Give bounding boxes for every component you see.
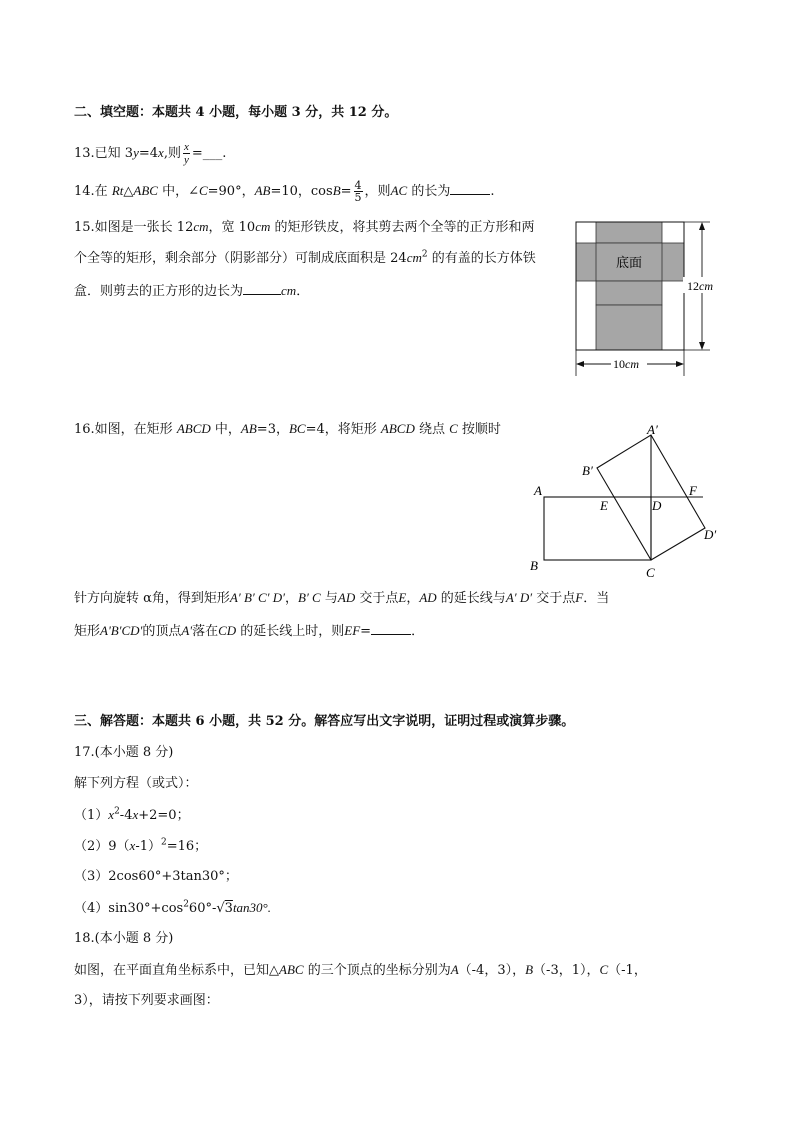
question-18-line-1: 如图，在平面直角坐标系中，已知△ABC 的三个顶点的坐标分别为A（-4，3），B（-3，1），C（-1， <box>74 962 647 978</box>
svg-text:B: B <box>530 558 538 573</box>
rotated-rectangle-figure <box>520 418 730 583</box>
section-header-solutions: 三、解答题：本题共 6 小题，共 52 分。解答应写出文字说明，证明过程或演算步骤。 <box>74 714 575 729</box>
vertex-labels <box>530 422 716 580</box>
question-17-item-1: $(1)x^2-4x+2=0$； <box>74 806 190 823</box>
svg-text:A′: A′ <box>647 422 658 437</box>
answer-blank <box>450 181 490 195</box>
question-15-line-1: 15.如图是一张长 12cm，宽 10cm 的矩形铁皮，将其剪去两个全等的正方形和两 <box>74 219 535 235</box>
svg-text:A: A <box>534 483 542 498</box>
question-13: 13.已知 3y=4x,则 $\frac{x}{y}$ =___. <box>74 141 227 166</box>
svg-text:C: C <box>646 565 655 580</box>
sqrt-symbol: √ <box>216 901 225 916</box>
height-label: 12cm <box>687 279 713 293</box>
answer-blank <box>243 281 281 295</box>
figure-lines <box>544 435 705 560</box>
svg-text:F: F <box>689 483 697 498</box>
svg-text:D: D <box>652 498 662 513</box>
width-label: 10cm <box>613 357 639 371</box>
fraction-four-fifths: $\frac{4}{5}$ <box>354 179 362 204</box>
svg-text:B′: B′ <box>582 463 593 478</box>
question-17-item-4: $(4)\sin 30^\circ+\cos^260^\circ-√3\tan 30^\circ$. <box>74 899 271 916</box>
section-header-fill-in: 二、填空题：本题共 4 小题，每小题 3 分，共 12 分。 <box>74 105 398 120</box>
question-17-item-3: （3）2cos60°+3tan30°； <box>74 869 238 884</box>
base-label: 底面 <box>615 256 643 271</box>
question-14: 14.在 Rt△ABC 中，∠C=90°，AB=10，cosB= $\frac{4}{5}$ ，则AC 的长为 . <box>74 179 495 204</box>
fraction-x-over-y: $\frac{x}{y}$ <box>183 141 189 166</box>
question-16-line-3: 矩形A'B'CD'的顶点A'落在CD 的延长线上时，则EF= ． <box>74 623 425 639</box>
question-15-line-3: 盒．则剪去的正方形的边长为 cm． <box>74 283 310 299</box>
question-16-line-1: 16.如图，在矩形 ABCD 中，AB=3，BC=4，将矩形 ABCD 绕点 C 按顺时 <box>74 421 501 437</box>
answer-blank <box>371 621 411 635</box>
question-18-title: 18.(本小题 8 分) <box>74 931 174 946</box>
question-17-item-2: $(2)9(x-1)^2=16$； <box>74 837 208 854</box>
box-net-figure <box>570 216 720 381</box>
question-15-line-2: 个全等的矩形，剩余部分（阴影部分）可制成底面积是 $24cm^2$ 的有盖的长方体铁 <box>74 249 536 266</box>
svg-text:E: E <box>600 498 608 513</box>
question-16-line-2: 针方向旋转 α角，得到矩形A′ B′ C′ D′，B′ C 与AD 交于点E，AD 的延长线与A′ D′ 交于点F．当 <box>74 590 610 606</box>
question-18-line-2: 3），请按下列要求画图： <box>74 993 219 1008</box>
svg-text:D′: D′ <box>704 527 717 542</box>
question-17-intro: 解下列方程（或式）： <box>74 776 198 791</box>
shaded-net <box>576 222 684 350</box>
question-17-title: 17.(本小题 8 分) <box>74 745 174 760</box>
